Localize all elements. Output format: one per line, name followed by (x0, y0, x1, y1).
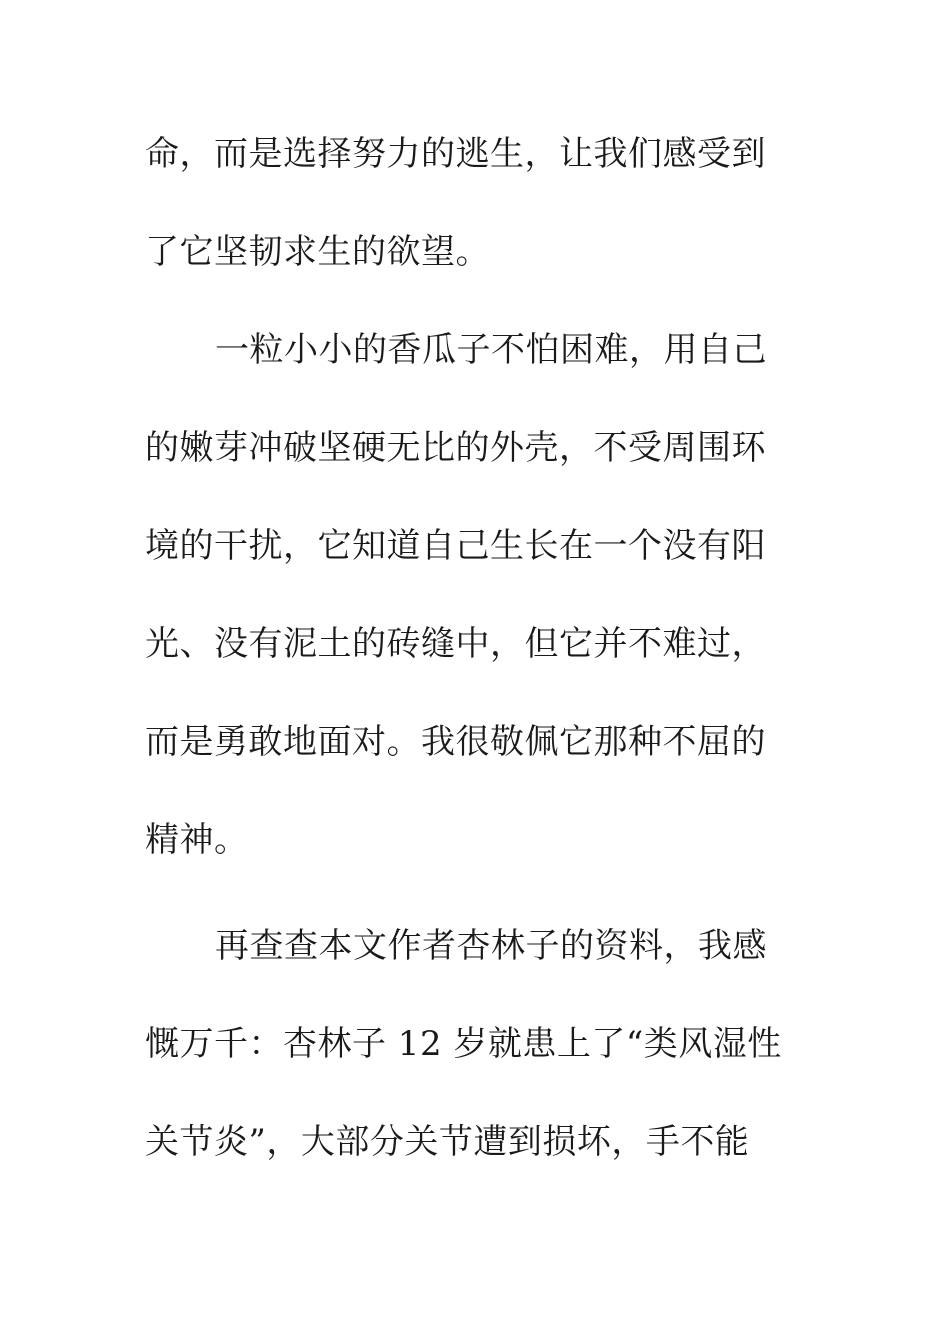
text-line-5: 境的干扰，它知道自己生长在一个没有阳 (145, 526, 766, 566)
paragraph-start-line-3: 一粒小小的香瓜子不怕困难，用自己 (215, 330, 767, 370)
paragraph-start-line-9: 再查查本文作者杏林子的资料，我感 (215, 926, 767, 966)
text-line-2: 了它坚韧求生的欲望。 (145, 232, 490, 272)
text-line-11: 关节炎”，大部分关节遭到损坏，手不能 (145, 1122, 750, 1162)
text-line-8: 精神。 (145, 820, 249, 860)
text-line-4: 的嫩芽冲破坚硬无比的外壳，不受周围环 (145, 428, 766, 468)
text-line-1: 命，而是选择努力的逃生，让我们感受到 (145, 134, 766, 174)
text-line-6: 光、没有泥土的砖缝中，但它并不难过， (145, 624, 766, 664)
text-line-10: 慨万千：杏林子 12 岁就患上了“类风湿性 (145, 1024, 782, 1064)
text-line-7: 而是勇敢地面对。我很敬佩它那种不屈的 (145, 722, 766, 762)
